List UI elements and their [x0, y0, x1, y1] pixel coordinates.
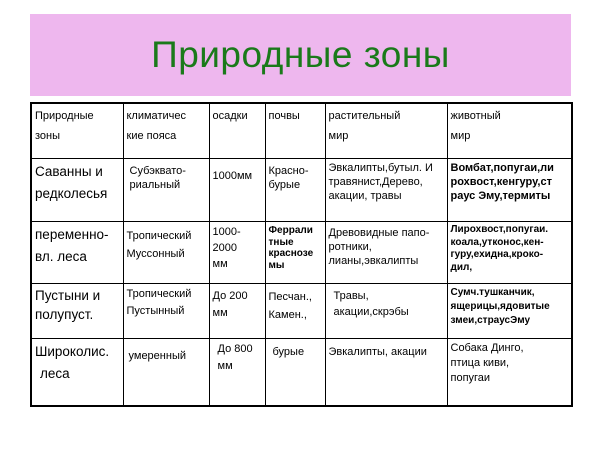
precip-cell: До 800 мм — [209, 339, 265, 407]
table-row — [31, 339, 572, 407]
natural-zones-table — [30, 102, 573, 407]
flora-cell: Эвкалипты, акации — [325, 339, 447, 407]
flora-cell: Травы, акации,скрэбы — [325, 284, 447, 339]
zone-cell: Саванны и редколесья — [31, 159, 123, 222]
header-cell-zones: Природные зоны — [31, 103, 123, 159]
table-row — [31, 222, 572, 284]
flora-cell: Эвкалипты,бутыл. И травянист,Дерево, акации, травы — [325, 159, 447, 222]
fauna-cell: Лирохвост,попугаи. коала,утконос,кен- гуру,ехидна,кроко- дил, — [447, 222, 572, 284]
precip-cell: До 200 мм — [209, 284, 265, 339]
soil-cell: Феррали тные краснозе мы — [265, 222, 325, 284]
flora-cell: Древовидные папо- ротники, лианы,эвкалипты — [325, 222, 447, 284]
header-cell-precip: осадки — [209, 103, 265, 159]
fauna-cell: Вомбат,попугаи,ли рохвост,кенгуру,ст раус Эму,термиты — [447, 159, 572, 222]
table-row — [31, 159, 572, 222]
precip-cell: 1000мм — [209, 159, 265, 222]
climate-cell: Тропический Муссонный — [123, 222, 209, 284]
zone-cell: переменно- вл. леса — [31, 222, 123, 284]
climate-cell: Тропический Пустынный — [123, 284, 209, 339]
climate-cell: умеренный — [123, 339, 209, 407]
soil-cell: Красно- бурые — [265, 159, 325, 222]
zone-cell: Широколис. леса — [31, 339, 123, 407]
fauna-cell: Сумч.тушканчик, ящерицы,ядовитые змеи,страусЭму — [447, 284, 572, 339]
soil-cell: Песчан., Камен., — [265, 284, 325, 339]
title-banner — [30, 14, 571, 96]
table-row — [31, 284, 572, 339]
header-cell-soil: почвы — [265, 103, 325, 159]
precip-cell: 1000- 2000 мм — [209, 222, 265, 284]
fauna-cell: Собака Динго, птица киви, попугаи — [447, 339, 572, 407]
soil-cell: бурые — [265, 339, 325, 407]
page-title: Природные зоны — [151, 34, 450, 75]
zone-cell: Пустыни и полупуст. — [31, 284, 123, 339]
table-header-row — [31, 103, 572, 159]
header-cell-flora: растительный мир — [325, 103, 447, 159]
header-cell-fauna: животный мир — [447, 103, 572, 159]
header-cell-climate: климатичес кие пояса — [123, 103, 209, 159]
climate-cell: Субэквато- риальный — [123, 159, 209, 222]
